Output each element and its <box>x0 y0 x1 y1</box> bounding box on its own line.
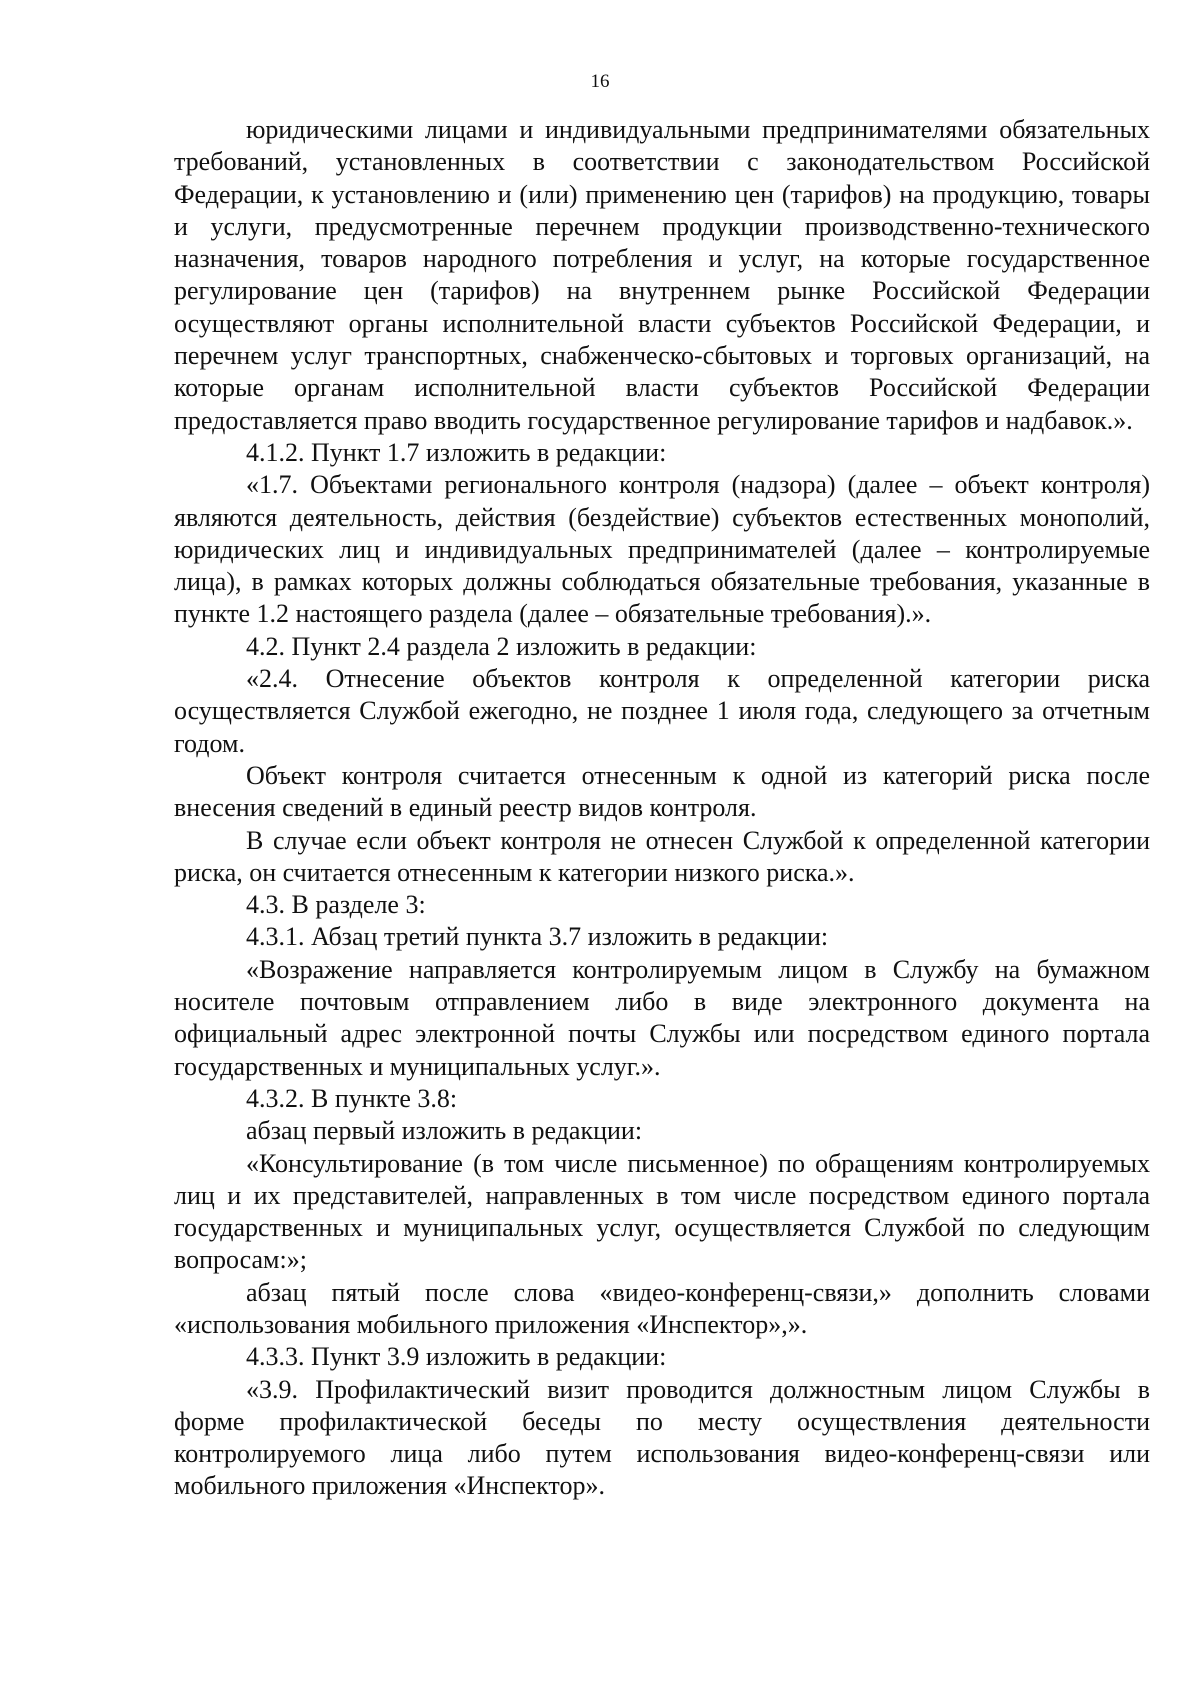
paragraph-fifth-abzac: абзац пятый после слова «видео-конференц-связи,» дополнить словами «использования мобильного приложения «Инспектор»,». <box>174 1277 1150 1339</box>
paragraph-quote-1-7: «1.7. Объектами регионального контроля (надзора) (далее – объект контроля) являются деятельность, действия (бездействие) субъектов естественных монополий, юридических лиц и индивидуальных предпринимателей (далее – контролируемые лица), в рамках которых должны соблюдаться обязательные требования, указанные в пункте 1.2 настоящего раздела (далее – обязательные требования).». <box>174 470 1150 629</box>
paragraph-continuation: юридическими лицами и индивидуальными предпринимателями обязательных требований, установленных в соответствии с законодательством Российской Федерации, к установлению и (или) применению цен (тарифов) на продукцию, товары и услуги, предусмотренные перечнем продукции производственно-технического назначения, товаров народного потребления и услуг, на которые государственное регулирование цен (тарифов) на внутреннем рынке Российской Федерации осуществляют органы исполнительной власти субъектов Российской Федерации, и перечнем услуг транспортных, снабженческо-сбытовых и торговых организаций, на которые органам исполнительной власти субъектов Российской Федерации предоставляется право вводить государственное регулирование тарифов и надбавок.». <box>174 115 1150 435</box>
paragraph-quote-2-4: «2.4. Отнесение объектов контроля к определенной категории риска осуществляется Службой ежегодно, не позднее 1 июля года, следующего за отчетным годом. <box>174 664 1150 758</box>
paragraph-item-4-1-2: 4.1.2. Пункт 1.7 изложить в редакции: <box>246 437 667 467</box>
paragraph-first-abzac: абзац первый изложить в редакции: <box>246 1116 643 1146</box>
paragraph-item-4-3-3: 4.3.3. Пункт 3.9 изложить в редакции: <box>246 1342 667 1372</box>
paragraph-item-4-3-2: 4.3.2. В пункте 3.8: <box>246 1083 458 1113</box>
paragraph-risk-category: Объект контроля считается отнесенным к одной из категорий риска после внесения сведений в единый реестр видов контроля. <box>174 760 1150 823</box>
paragraph-item-4-2: 4.2. Пункт 2.4 раздела 2 изложить в редакции: <box>246 631 757 661</box>
paragraph-low-risk: В случае если объект контроля не отнесен Службой к определенной категории риска, он считается отнесенным к категории низкого риска.». <box>174 825 1150 887</box>
paragraph-quote-consulting: «Консультирование (в том числе письменное) по обращениям контролируемых лиц и их представителей, направленных в том числе посредством единого портала государственных и муниципальных услуг, осуществляется Службой по следующим вопросам:»; <box>174 1148 1150 1275</box>
paragraph-item-4-3-1: 4.3.1. Абзац третий пункта 3.7 изложить в редакции: <box>246 922 829 952</box>
document-body <box>174 114 1150 1503</box>
paragraph-item-4-3: 4.3. В разделе 3: <box>246 890 426 920</box>
paragraph-quote-3-9: «3.9. Профилактический визит проводится должностным лицом Службы в форме профилактической беседы по месту осуществления деятельности контролируемого лица либо путем использования видео-конференц-связи или мобильного приложения «Инспектор». <box>174 1374 1150 1501</box>
page-number: 16 <box>590 71 610 92</box>
paragraph-quote-objection: «Возражение направляется контролируемым лицом в Службу на бумажном носителе почтовым отправлением либо в виде электронного документа на официальный адрес электронной почты Службы или посредством единого портала государственных и муниципальных услуг.». <box>174 954 1150 1081</box>
